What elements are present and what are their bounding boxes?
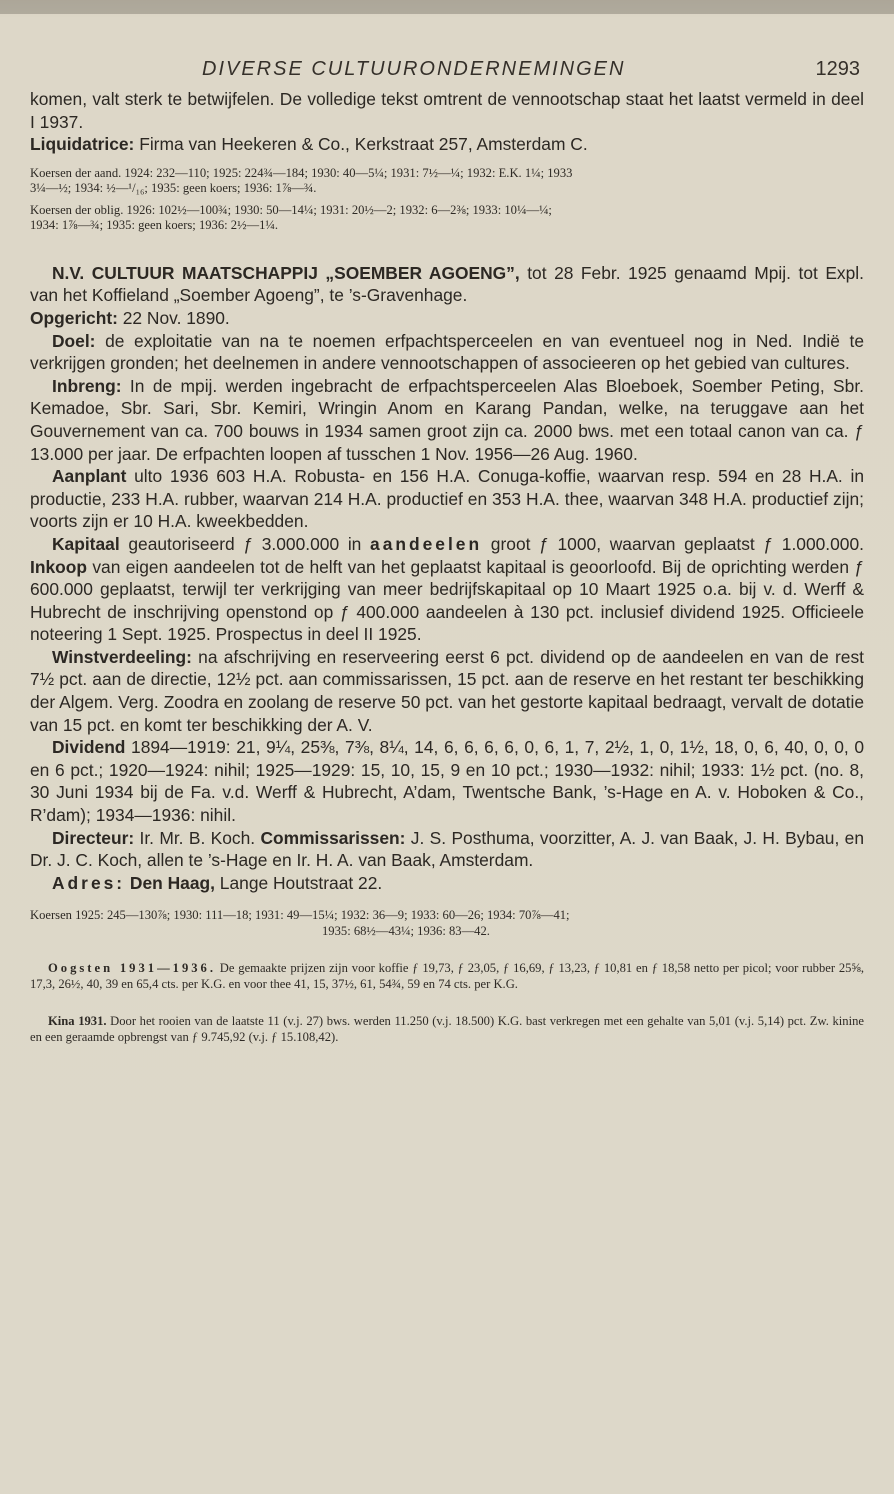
commissarissen-text: J. S. Posthuma, voorzitter, A. J. van Baak, J. H. Bybau, en Dr. J. C. Koch, allen te ’s-Hage en Ir. H. A. van Baak, Amsterdam. [30, 827, 864, 871]
opgericht-paragraph [30, 307, 864, 330]
winstverdeeling-label: Winstverdeeling: [52, 646, 192, 667]
adres-city: Den Haag, [125, 872, 215, 893]
intro-paragraph: komen, valt sterk te betwijfelen. De volledige tekst omtrent de vennootschap staat het laatst vermeld in deel I 1937. [30, 89, 864, 132]
winstverdeeling-text: na afschrijving en reserveering eerst 6 pct. dividend op de aandeelen en van de rest 7½ pct. aan de directie, 12½ pct. aan commissarissen, 15 pct. aan de reserve en het restant ter beschikking der Algem. Verg. Zoodra en zoolang de reserve 50 pct. van het gestorte kapitaal bedraagt, vervalt de dotatie van 15 pct. en komt ter beschikking der A. V. [30, 646, 864, 735]
doel-text: de exploitatie van na te noemen erfpachtsperceelen en van eventueel nog in Ned. Indië te verkrijgen gronden; het deelnemen in andere vennootschappen of associeeren op het gebied van cultures. [30, 330, 864, 374]
opgericht-text: 22 Nov. 1890. [117, 307, 230, 328]
oogsten-text: De gemaakte prijzen zijn voor koffie ƒ 19,73, ƒ 23,05, ƒ 16,69, ƒ 13,23, ƒ 10,81 en ƒ 18,58 netto per picol; voor rubber 25⅝, 17,3, 26½, 40, 39 en 65,4 cts. per K.G. en voor thee 41, 15, 37½, 61, 54¾, 59 en 74 cts. per K.G. [30, 961, 865, 991]
doel-paragraph [30, 330, 864, 375]
kapitaal-spaced-word: aandeelen [370, 533, 483, 554]
koersen-block-1 [30, 166, 864, 234]
inkoop-text: van eigen aandeelen tot de helft van het geplaatst kapitaal is geoorloofd. Bij de oprichting werden ƒ 600.000 geplaatst, terwijl ter verkrijging van meer bedrijfskapitaal op 10 Maart 1925 o.a. bij v. d. Werff & Hubrecht de inschrijving openstond op ƒ 400.000 aandeelen à 130 pct. inclusief dividend 1925. Officieele noteering 1 Sept. 1925. Prospectus in deel II 1925. [30, 556, 864, 645]
kina-label: Kina 1931. [48, 1014, 107, 1029]
kapitaal-label: Kapitaal [52, 533, 120, 554]
koersen-aand-line-1: Koersen der aand. 1924: 232—110; 1925: 224¾—184; 1930: 40—5¼; 1931: 7½—¼; 1932: E.K. 1¼; 1933 [30, 165, 573, 180]
directeur-paragraph [30, 827, 864, 872]
dividend-paragraph [30, 736, 864, 826]
adres-text: Lange Houtstraat 22. [214, 872, 383, 893]
aanplant-text: ulto 1936 603 H.A. Robusta- en 156 H.A. Conuga-koffie, waarvan resp. 594 en 28 H.A. in productie, 233 H.A. rubber, waarvan 214 H.A. productief en 353 H.A. thee, waarvan 348 H.A. productief zijn; voorts zijn er 10 H.A. kweekbedden. [30, 466, 864, 532]
page-edge-shadow [0, 0, 894, 14]
winstverdeeling-paragraph [30, 646, 864, 736]
company-heading-paragraph [30, 262, 864, 307]
inbreng-text: In de mpij. werden ingebracht de erfpachtsperceelen Alas Bloeboek, Soember Peting, Sbr. Kemadoe, Sbr. Sari, Sbr. Kemiri, Wringin Anom en Karang Pandan, welke, na teruggave aan het Gouvernement van ca. 700 bouws in 1934 samen groot zijn ca. 2000 bws. met een totaal canon van ca. ƒ 13.000 per jaar. De erfpachten loopen af tusschen 1 Nov. 1956—26 Aug. 1960. [30, 375, 864, 464]
adres-paragraph [30, 872, 864, 895]
koersen-line-2: 1935: 68½—43¼; 1936: 83—42. [322, 923, 490, 938]
oogsten-note [30, 961, 864, 992]
oogsten-label: Oogsten 1931—1936. [48, 961, 216, 976]
kina-note [30, 1014, 864, 1045]
inbreng-paragraph [30, 375, 864, 465]
kina-text: Door het rooien van de laatste 11 (v.j. 27) bws. werden 11.250 (v.j. 18.500) K.G. bast verkregen met een gehalte van 5,01 (v.j. 5,14) pct. Zw. kinine en een geraamde opbrengst van ƒ 9.745,92 (v.j. ƒ 15.108,42). [30, 1014, 864, 1044]
doel-label: Doel: [52, 330, 96, 351]
koersen-oblig-line-2: 1934: 1⅞—¾; 1935: geen koers; 1936: 2½—1¼. [30, 218, 279, 233]
koersen-block-2 [30, 908, 864, 939]
dividend-label: Dividend [52, 737, 126, 758]
commissarissen-label: Commissarissen: [260, 827, 406, 848]
company-name-rest: tot 28 Febr. 1925 genaamd Mpij. tot Expl. van het Koffieland „Soember Agoeng”, te ’s-Gravenhage. [30, 262, 864, 306]
liquidatrice-text: Firma van Heekeren & Co., Kerkstraat 257, Amsterdam C. [134, 134, 588, 155]
directeur-text: Ir. Mr. B. Koch. [134, 827, 261, 848]
adres-label: Adres: [52, 872, 126, 893]
directeur-label: Directeur: [52, 827, 135, 848]
aanplant-paragraph [30, 465, 864, 533]
kapitaal-paragraph [30, 533, 864, 646]
company-name: N.V. CULTUUR MAATSCHAPPIJ „SOEMBER AGOENG”, [52, 262, 520, 283]
liquidatrice-paragraph [30, 133, 864, 156]
opgericht-label: Opgericht: [30, 307, 118, 328]
page-number: 1293 [815, 58, 860, 80]
dividend-text: 1894—1919: 21, 9¼, 25⅜, 7⅜, 8¼, 14, 6, 6, 6, 6, 0, 6, 1, 7, 2½, 1, 0, 1½, 18, 0, 6, 40, 0, 0, 0 en 6 pct.; 1920—1924: nihil; 1925—1929: 15, 10, 15, 9 en 10 pct.; 1930—1932: nihil; 1933: 1½ pct. (no. 8, 30 Juni 1934 bij de Fa. v.d. Werff & Hubrecht, A’dam, Twentsche Bank, ’s-Hage en A. v. Hoboken & Co., R’dam); 1934—1936: nihil. [30, 737, 864, 826]
koersen-line-1: Koersen 1925: 245—130⅞; 1930: 111—18; 1931: 49—15¼; 1932: 36—9; 1933: 60—26; 1934: 70⅞—41; [30, 908, 570, 923]
koersen-aand-line-2: 3¼—½; 1934: ½—¹/₁₆; 1935: geen koers; 1936: 1⅞—¾. [30, 181, 317, 196]
kapitaal-text-1: geautoriseerd ƒ 3.000.000 in [119, 533, 371, 554]
running-header [30, 58, 864, 88]
liquidatrice-label: Liquidatrice: [30, 134, 135, 155]
main-text [30, 88, 864, 1045]
inkoop-label: Inkoop [30, 556, 87, 577]
koersen-oblig-line-1: Koersen der oblig. 1926: 102½—100¾; 1930: 50—14¼; 1931: 20½—2; 1932: 6—2⅜; 1933: 10¼—¼; [30, 202, 552, 217]
kapitaal-text-2: groot ƒ 1000, waarvan geplaatst ƒ 1.000.000. [482, 533, 864, 554]
running-title: DIVERSE CULTUURONDERNEMINGEN [202, 58, 626, 80]
inbreng-label: Inbreng: [52, 375, 122, 396]
aanplant-label: Aanplant [52, 466, 127, 487]
